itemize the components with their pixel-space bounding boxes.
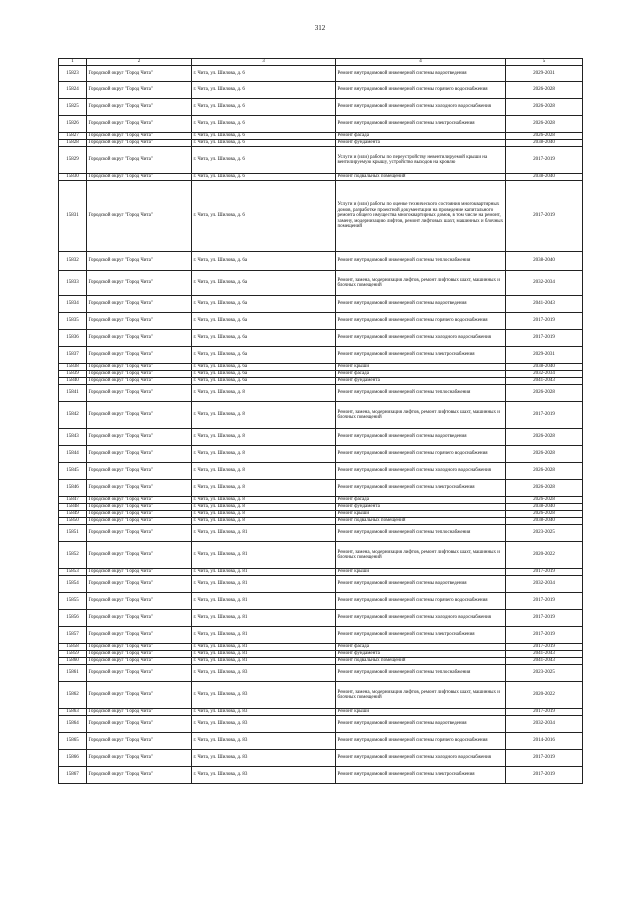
cell-address: г. Чита, ул. Шилова, д. 83 bbox=[192, 665, 336, 682]
cell-municipality: Городской округ "Город Чита" bbox=[87, 252, 192, 271]
cell-work-type: Ремонт, замена, модернизация лифтов, ремонт лифтовых шахт, машинных и блочных помещений bbox=[336, 271, 506, 296]
cell-number: 15825 bbox=[59, 99, 87, 116]
table-row bbox=[59, 709, 583, 716]
cell-work-type: Ремонт крыши bbox=[336, 364, 506, 371]
cell-period: 2041-2043 bbox=[506, 651, 583, 658]
cell-number: 15845 bbox=[59, 463, 87, 480]
cell-number: 15861 bbox=[59, 665, 87, 682]
header-col-3: 3 bbox=[192, 59, 336, 66]
table-row bbox=[59, 525, 583, 542]
cell-municipality: Городской округ "Город Чита" bbox=[87, 733, 192, 750]
cell-work-type: Ремонт крыши bbox=[336, 709, 506, 716]
cell-municipality: Городской округ "Город Чита" bbox=[87, 402, 192, 429]
table-row bbox=[59, 347, 583, 364]
cell-work-type: Ремонт подвальных помещений bbox=[336, 658, 506, 665]
cell-number: 15832 bbox=[59, 252, 87, 271]
cell-municipality: Городской округ "Город Чита" bbox=[87, 576, 192, 593]
cell-work-type: Ремонт внутридомовой инженерной системы холодного водоснабжения bbox=[336, 99, 506, 116]
cell-municipality: Городской округ "Город Чита" bbox=[87, 682, 192, 709]
cell-address: г. Чита, ул. Шилова, д. 6а bbox=[192, 371, 336, 378]
cell-municipality: Городской округ "Город Чита" bbox=[87, 511, 192, 518]
cell-number: 15839 bbox=[59, 371, 87, 378]
cell-period: 2020-2022 bbox=[506, 542, 583, 569]
cell-period: 2038-2040 bbox=[506, 252, 583, 271]
table-row bbox=[59, 174, 583, 181]
cell-period: 2026-2028 bbox=[506, 463, 583, 480]
cell-work-type: Ремонт внутридомовой инженерной системы водоотведения bbox=[336, 296, 506, 313]
table-row bbox=[59, 480, 583, 497]
cell-number: 15844 bbox=[59, 446, 87, 463]
cell-address: г. Чита, ул. Шилова, д. 6 bbox=[192, 66, 336, 82]
table-row bbox=[59, 371, 583, 378]
cell-number: 15851 bbox=[59, 525, 87, 542]
cell-municipality: Городской округ "Город Чита" bbox=[87, 497, 192, 504]
cell-number: 15858 bbox=[59, 644, 87, 651]
cell-work-type: Ремонт внутридомовой инженерной системы холодного водоснабжения bbox=[336, 610, 506, 627]
table-row bbox=[59, 716, 583, 733]
cell-address: г. Чита, ул. Шилова, д. 8 bbox=[192, 385, 336, 402]
cell-work-type: Ремонт крыши bbox=[336, 569, 506, 576]
cell-work-type: Ремонт внутридомовой инженерной системы водоотведения bbox=[336, 716, 506, 733]
cell-municipality: Городской округ "Город Чита" bbox=[87, 593, 192, 610]
cell-number: 15857 bbox=[59, 627, 87, 644]
cell-work-type: Ремонт внутридомовой инженерной системы теплоснабжения bbox=[336, 525, 506, 542]
cell-address: г. Чита, ул. Шилова, д. 6 bbox=[192, 140, 336, 147]
cell-number: 15853 bbox=[59, 569, 87, 576]
cell-period: 2026-2028 bbox=[506, 429, 583, 446]
cell-period: 2017-2019 bbox=[506, 750, 583, 767]
cell-number: 15860 bbox=[59, 658, 87, 665]
cell-number: 15831 bbox=[59, 181, 87, 252]
table-row bbox=[59, 271, 583, 296]
table-row bbox=[59, 665, 583, 682]
cell-period: 2032-2034 bbox=[506, 576, 583, 593]
cell-number: 15855 bbox=[59, 593, 87, 610]
cell-period: 2026-2028 bbox=[506, 99, 583, 116]
cell-address: г. Чита, ул. Шилова, д. 81 bbox=[192, 569, 336, 576]
cell-work-type: Ремонт внутридомовой инженерной системы горячего водоснабжения bbox=[336, 82, 506, 99]
cell-period: 2017-2019 bbox=[506, 402, 583, 429]
table-row bbox=[59, 504, 583, 511]
cell-work-type: Ремонт внутридомовой инженерной системы холодного водоснабжения bbox=[336, 330, 506, 347]
table-row bbox=[59, 181, 583, 252]
cell-work-type: Ремонт внутридомовой инженерной системы теплоснабжения bbox=[336, 665, 506, 682]
table-row bbox=[59, 750, 583, 767]
cell-municipality: Городской округ "Город Чита" bbox=[87, 66, 192, 82]
cell-period: 2017-2019 bbox=[506, 569, 583, 576]
table-row bbox=[59, 497, 583, 504]
cell-municipality: Городской округ "Город Чита" bbox=[87, 347, 192, 364]
cell-address: г. Чита, ул. Шилова, д. 6 bbox=[192, 82, 336, 99]
cell-number: 15837 bbox=[59, 347, 87, 364]
cell-address: г. Чита, ул. Шилова, д. 8 bbox=[192, 518, 336, 525]
cell-municipality: Городской округ "Город Чита" bbox=[87, 371, 192, 378]
cell-work-type: Ремонт фундамента bbox=[336, 504, 506, 511]
table-row bbox=[59, 82, 583, 99]
cell-number: 15834 bbox=[59, 296, 87, 313]
cell-period: 2026-2028 bbox=[506, 82, 583, 99]
table-row bbox=[59, 593, 583, 610]
cell-municipality: Городской округ "Город Чита" bbox=[87, 569, 192, 576]
cell-address: г. Чита, ул. Шилова, д. 83 bbox=[192, 709, 336, 716]
cell-number: 15856 bbox=[59, 610, 87, 627]
cell-address: г. Чита, ул. Шилова, д. 6а bbox=[192, 271, 336, 296]
cell-address: г. Чита, ул. Шилова, д. 83 bbox=[192, 682, 336, 709]
cell-number: 15826 bbox=[59, 116, 87, 133]
cell-municipality: Городской округ "Город Чита" bbox=[87, 133, 192, 140]
cell-municipality: Городской округ "Город Чита" bbox=[87, 658, 192, 665]
cell-period: 2038-2040 bbox=[506, 364, 583, 371]
cell-municipality: Городской округ "Город Чита" bbox=[87, 99, 192, 116]
table-row bbox=[59, 252, 583, 271]
cell-address: г. Чита, ул. Шилова, д. 6 bbox=[192, 99, 336, 116]
cell-period: 2017-2019 bbox=[506, 767, 583, 784]
cell-municipality: Городской округ "Город Чита" bbox=[87, 709, 192, 716]
cell-work-type: Ремонт, замена, модернизация лифтов, ремонт лифтовых шахт, машинных и блочных помещений bbox=[336, 542, 506, 569]
cell-number: 15841 bbox=[59, 385, 87, 402]
cell-work-type: Ремонт внутридомовой инженерной системы водоотведения bbox=[336, 576, 506, 593]
cell-period: 2041-2043 bbox=[506, 378, 583, 385]
cell-address: г. Чита, ул. Шилова, д. 83 bbox=[192, 750, 336, 767]
cell-work-type: Ремонт подвальных помещений bbox=[336, 174, 506, 181]
cell-municipality: Городской округ "Город Чита" bbox=[87, 610, 192, 627]
cell-work-type: Ремонт внутридомовой инженерной системы горячего водоснабжения bbox=[336, 446, 506, 463]
capital-repair-table bbox=[58, 58, 583, 784]
cell-work-type: Ремонт внутридомовой инженерной системы горячего водоснабжения bbox=[336, 733, 506, 750]
cell-municipality: Городской округ "Город Чита" bbox=[87, 429, 192, 446]
cell-address: г. Чита, ул. Шилова, д. 81 bbox=[192, 644, 336, 651]
cell-municipality: Городской округ "Город Чита" bbox=[87, 364, 192, 371]
cell-period: 2026-2028 bbox=[506, 511, 583, 518]
cell-number: 15850 bbox=[59, 518, 87, 525]
cell-address: г. Чита, ул. Шилова, д. 83 bbox=[192, 716, 336, 733]
cell-number: 15854 bbox=[59, 576, 87, 593]
table-row bbox=[59, 569, 583, 576]
cell-address: г. Чита, ул. Шилова, д. 8 bbox=[192, 429, 336, 446]
cell-address: г. Чита, ул. Шилова, д. 81 bbox=[192, 627, 336, 644]
cell-work-type: Ремонт внутридомовой инженерной системы водоотведения bbox=[336, 429, 506, 446]
cell-address: г. Чита, ул. Шилова, д. 81 bbox=[192, 593, 336, 610]
cell-address: г. Чита, ул. Шилова, д. 81 bbox=[192, 576, 336, 593]
cell-number: 15830 bbox=[59, 174, 87, 181]
cell-address: г. Чита, ул. Шилова, д. 6 bbox=[192, 133, 336, 140]
cell-municipality: Городской округ "Город Чита" bbox=[87, 378, 192, 385]
table-row bbox=[59, 147, 583, 174]
cell-work-type: Ремонт крыши bbox=[336, 511, 506, 518]
table-row bbox=[59, 651, 583, 658]
table-row bbox=[59, 364, 583, 371]
cell-period: 2038-2040 bbox=[506, 140, 583, 147]
cell-address: г. Чита, ул. Шилова, д. 8 bbox=[192, 463, 336, 480]
cell-period: 2032-2034 bbox=[506, 371, 583, 378]
cell-period: 2017-2019 bbox=[506, 181, 583, 252]
cell-work-type: Ремонт внутридомовой инженерной системы горячего водоснабжения bbox=[336, 313, 506, 330]
table-row bbox=[59, 313, 583, 330]
cell-number: 15864 bbox=[59, 716, 87, 733]
table-row bbox=[59, 463, 583, 480]
table-body bbox=[59, 66, 583, 784]
cell-number: 15862 bbox=[59, 682, 87, 709]
cell-work-type: Услуги и (или) работы по оценке технического состояния многоквартирных домов, разработке проектной документации на проведение капитального ремонта общего имущества многоквартирных домов, в том числе на ремонт, замену, модернизацию лифтов, ремонт лифтовых шахт, машинных и блочных помещений bbox=[336, 181, 506, 252]
header-col-1: 1 bbox=[59, 59, 87, 66]
cell-work-type: Ремонт внутридомовой инженерной системы теплоснабжения bbox=[336, 252, 506, 271]
cell-period: 2038-2040 bbox=[506, 174, 583, 181]
cell-work-type: Ремонт внутридомовой инженерной системы электроснабжения bbox=[336, 767, 506, 784]
cell-municipality: Городской округ "Город Чита" bbox=[87, 181, 192, 252]
cell-period: 2041-2043 bbox=[506, 658, 583, 665]
cell-municipality: Городской округ "Город Чита" bbox=[87, 82, 192, 99]
table-row bbox=[59, 542, 583, 569]
cell-period: 2038-2040 bbox=[506, 504, 583, 511]
cell-number: 15842 bbox=[59, 402, 87, 429]
table-row bbox=[59, 429, 583, 446]
cell-municipality: Городской округ "Город Чита" bbox=[87, 644, 192, 651]
cell-municipality: Городской округ "Город Чита" bbox=[87, 767, 192, 784]
page-number: 312 bbox=[314, 24, 326, 32]
cell-period: 2017-2019 bbox=[506, 627, 583, 644]
cell-number: 15836 bbox=[59, 330, 87, 347]
table-row bbox=[59, 66, 583, 82]
table-row bbox=[59, 446, 583, 463]
cell-number: 15852 bbox=[59, 542, 87, 569]
cell-number: 15835 bbox=[59, 313, 87, 330]
cell-work-type: Ремонт внутридомовой инженерной системы электроснабжения bbox=[336, 480, 506, 497]
cell-work-type: Услуги и (или) работы по переустройству невентилируемой крыши на вентилируемую крышу, устройство выходов на кровлю bbox=[336, 147, 506, 174]
cell-period: 2020-2022 bbox=[506, 682, 583, 709]
cell-period: 2017-2019 bbox=[506, 147, 583, 174]
cell-municipality: Городской округ "Город Чита" bbox=[87, 446, 192, 463]
cell-municipality: Городской округ "Город Чита" bbox=[87, 665, 192, 682]
cell-address: г. Чита, ул. Шилова, д. 81 bbox=[192, 658, 336, 665]
cell-work-type: Ремонт внутридомовой инженерной системы электроснабжения bbox=[336, 116, 506, 133]
cell-period: 2026-2028 bbox=[506, 385, 583, 402]
cell-address: г. Чита, ул. Шилова, д. 8 bbox=[192, 504, 336, 511]
cell-address: г. Чита, ул. Шилова, д. 6 bbox=[192, 174, 336, 181]
cell-work-type: Ремонт внутридомовой инженерной системы холодного водоснабжения bbox=[336, 463, 506, 480]
cell-address: г. Чита, ул. Шилова, д. 6а bbox=[192, 296, 336, 313]
cell-work-type: Ремонт внутридомовой инженерной системы электроснабжения bbox=[336, 627, 506, 644]
cell-period: 2038-2040 bbox=[506, 518, 583, 525]
cell-period: 2017-2019 bbox=[506, 644, 583, 651]
table-row bbox=[59, 733, 583, 750]
cell-municipality: Городской округ "Город Чита" bbox=[87, 480, 192, 497]
table-row bbox=[59, 116, 583, 133]
cell-number: 15828 bbox=[59, 140, 87, 147]
cell-period: 2026-2028 bbox=[506, 116, 583, 133]
cell-work-type: Ремонт фасада bbox=[336, 644, 506, 651]
table-row bbox=[59, 682, 583, 709]
cell-work-type: Ремонт внутридомовой инженерной системы горячего водоснабжения bbox=[336, 593, 506, 610]
cell-address: г. Чита, ул. Шилова, д. 8 bbox=[192, 402, 336, 429]
cell-number: 15863 bbox=[59, 709, 87, 716]
cell-number: 15827 bbox=[59, 133, 87, 140]
cell-address: г. Чита, ул. Шилова, д. 81 bbox=[192, 610, 336, 627]
cell-period: 2026-2028 bbox=[506, 497, 583, 504]
table-row bbox=[59, 658, 583, 665]
header-row bbox=[59, 59, 583, 66]
cell-period: 2041-2043 bbox=[506, 296, 583, 313]
cell-municipality: Городской округ "Город Чита" bbox=[87, 525, 192, 542]
table-row bbox=[59, 378, 583, 385]
cell-work-type: Ремонт фасада bbox=[336, 133, 506, 140]
cell-work-type: Ремонт фасада bbox=[336, 371, 506, 378]
cell-municipality: Городской округ "Город Чита" bbox=[87, 140, 192, 147]
cell-address: г. Чита, ул. Шилова, д. 6 bbox=[192, 116, 336, 133]
cell-address: г. Чита, ул. Шилова, д. 6 bbox=[192, 147, 336, 174]
cell-work-type: Ремонт внутридомовой инженерной системы водоотведения bbox=[336, 66, 506, 82]
cell-work-type: Ремонт внутридомовой инженерной системы теплоснабжения bbox=[336, 385, 506, 402]
cell-period: 2017-2019 bbox=[506, 313, 583, 330]
cell-period: 2017-2019 bbox=[506, 709, 583, 716]
table-row bbox=[59, 518, 583, 525]
table-row bbox=[59, 627, 583, 644]
header-col-5: 5 bbox=[506, 59, 583, 66]
table-row bbox=[59, 767, 583, 784]
cell-number: 15823 bbox=[59, 66, 87, 82]
cell-period: 2014-2016 bbox=[506, 733, 583, 750]
cell-period: 2017-2019 bbox=[506, 610, 583, 627]
cell-municipality: Городской округ "Город Чита" bbox=[87, 750, 192, 767]
cell-municipality: Городской округ "Город Чита" bbox=[87, 542, 192, 569]
cell-work-type: Ремонт внутридомовой инженерной системы холодного водоснабжения bbox=[336, 750, 506, 767]
cell-period: 2023-2025 bbox=[506, 525, 583, 542]
header-col-2: 2 bbox=[87, 59, 192, 66]
table-row bbox=[59, 385, 583, 402]
cell-municipality: Городской округ "Город Чита" bbox=[87, 716, 192, 733]
cell-address: г. Чита, ул. Шилова, д. 6а bbox=[192, 252, 336, 271]
cell-municipality: Городской округ "Город Чита" bbox=[87, 296, 192, 313]
cell-municipality: Городской округ "Город Чита" bbox=[87, 116, 192, 133]
cell-number: 15843 bbox=[59, 429, 87, 446]
cell-period: 2029-2031 bbox=[506, 347, 583, 364]
cell-number: 15849 bbox=[59, 511, 87, 518]
cell-address: г. Чита, ул. Шилова, д. 6а bbox=[192, 378, 336, 385]
cell-municipality: Городской округ "Город Чита" bbox=[87, 147, 192, 174]
cell-period: 2023-2025 bbox=[506, 665, 583, 682]
cell-number: 15824 bbox=[59, 82, 87, 99]
cell-address: г. Чита, ул. Шилова, д. 83 bbox=[192, 733, 336, 750]
cell-address: г. Чита, ул. Шилова, д. 6а bbox=[192, 313, 336, 330]
cell-period: 2026-2028 bbox=[506, 480, 583, 497]
cell-number: 15838 bbox=[59, 364, 87, 371]
cell-work-type: Ремонт фасада bbox=[336, 497, 506, 504]
cell-address: г. Чита, ул. Шилова, д. 81 bbox=[192, 525, 336, 542]
cell-address: г. Чита, ул. Шилова, д. 6а bbox=[192, 347, 336, 364]
table-row bbox=[59, 511, 583, 518]
cell-work-type: Ремонт, замена, модернизация лифтов, ремонт лифтовых шахт, машинных и блочных помещений bbox=[336, 402, 506, 429]
cell-work-type: Ремонт внутридомовой инженерной системы электроснабжения bbox=[336, 347, 506, 364]
cell-municipality: Городской округ "Город Чита" bbox=[87, 463, 192, 480]
cell-period: 2029-2031 bbox=[506, 66, 583, 82]
cell-address: г. Чита, ул. Шилова, д. 8 bbox=[192, 497, 336, 504]
cell-municipality: Городской округ "Город Чита" bbox=[87, 174, 192, 181]
cell-municipality: Городской округ "Город Чита" bbox=[87, 271, 192, 296]
cell-number: 15859 bbox=[59, 651, 87, 658]
cell-municipality: Городской округ "Город Чита" bbox=[87, 330, 192, 347]
cell-period: 2032-2034 bbox=[506, 716, 583, 733]
cell-municipality: Городской округ "Город Чита" bbox=[87, 518, 192, 525]
cell-address: г. Чита, ул. Шилова, д. 8 bbox=[192, 446, 336, 463]
cell-municipality: Городской округ "Город Чита" bbox=[87, 313, 192, 330]
cell-number: 15847 bbox=[59, 497, 87, 504]
cell-address: г. Чита, ул. Шилова, д. 8 bbox=[192, 480, 336, 497]
cell-period: 2026-2028 bbox=[506, 133, 583, 140]
table-row bbox=[59, 99, 583, 116]
cell-municipality: Городской округ "Город Чита" bbox=[87, 504, 192, 511]
cell-work-type: Ремонт фундамента bbox=[336, 378, 506, 385]
cell-work-type: Ремонт, замена, модернизация лифтов, ремонт лифтовых шахт, машинных и блочных помещений bbox=[336, 682, 506, 709]
cell-address: г. Чита, ул. Шилова, д. 81 bbox=[192, 651, 336, 658]
cell-number: 15829 bbox=[59, 147, 87, 174]
header-col-4: 4 bbox=[336, 59, 506, 66]
cell-work-type: Ремонт фундамента bbox=[336, 140, 506, 147]
table-row bbox=[59, 133, 583, 140]
table-row bbox=[59, 610, 583, 627]
cell-work-type: Ремонт фундамента bbox=[336, 651, 506, 658]
cell-number: 15840 bbox=[59, 378, 87, 385]
cell-address: г. Чита, ул. Шилова, д. 6 bbox=[192, 181, 336, 252]
table-row bbox=[59, 140, 583, 147]
cell-address: г. Чита, ул. Шилова, д. 6а bbox=[192, 330, 336, 347]
cell-address: г. Чита, ул. Шилова, д. 6а bbox=[192, 364, 336, 371]
cell-number: 15865 bbox=[59, 733, 87, 750]
cell-number: 15846 bbox=[59, 480, 87, 497]
cell-municipality: Городской округ "Город Чита" bbox=[87, 627, 192, 644]
cell-period: 2017-2019 bbox=[506, 593, 583, 610]
cell-address: г. Чита, ул. Шилова, д. 8 bbox=[192, 511, 336, 518]
cell-address: г. Чита, ул. Шилова, д. 83 bbox=[192, 767, 336, 784]
table-row bbox=[59, 644, 583, 651]
cell-address: г. Чита, ул. Шилова, д. 81 bbox=[192, 542, 336, 569]
cell-municipality: Городской округ "Город Чита" bbox=[87, 385, 192, 402]
table-row bbox=[59, 330, 583, 347]
cell-period: 2026-2028 bbox=[506, 446, 583, 463]
cell-work-type: Ремонт подвальных помещений bbox=[336, 518, 506, 525]
cell-period: 2032-2034 bbox=[506, 271, 583, 296]
cell-number: 15867 bbox=[59, 767, 87, 784]
table-row bbox=[59, 296, 583, 313]
table-row bbox=[59, 402, 583, 429]
cell-municipality: Городской округ "Город Чита" bbox=[87, 651, 192, 658]
table-row bbox=[59, 576, 583, 593]
cell-period: 2017-2019 bbox=[506, 330, 583, 347]
cell-number: 15866 bbox=[59, 750, 87, 767]
cell-number: 15848 bbox=[59, 504, 87, 511]
cell-number: 15833 bbox=[59, 271, 87, 296]
